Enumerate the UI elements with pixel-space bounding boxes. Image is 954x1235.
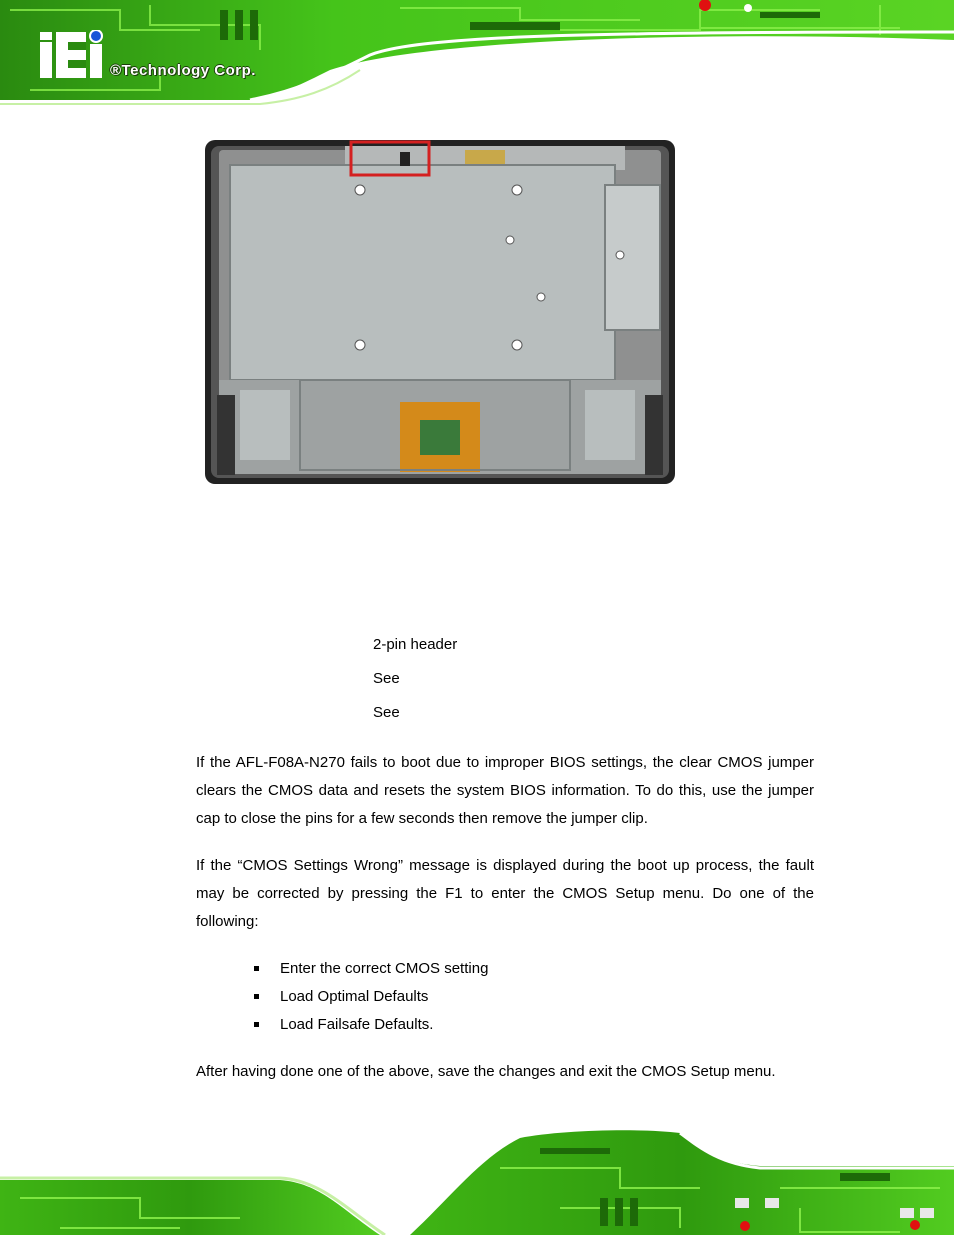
product-rear-photo — [205, 140, 675, 484]
circuit-board-header-graphic — [0, 0, 954, 112]
cmos-options-list — [252, 955, 488, 1039]
panel-pc-rear-image — [205, 140, 675, 484]
company-name: ®Technology Corp. — [110, 62, 256, 79]
circuit-board-footer-graphic — [0, 1128, 954, 1235]
closing-instruction: After having done one of the above, save the changes and exit the CMOS Setup menu. — [196, 1063, 776, 1080]
list-item: Load Failsafe Defaults. — [252, 1011, 488, 1039]
jumper-location-ref: See — [373, 704, 400, 721]
header-banner — [0, 0, 954, 112]
cmos-settings-wrong-description: If the “CMOS Settings Wrong” message is displayed during the boot up process, the fault may be corrected by pressing the F1 to enter the CMOS Setup menu. Do one of the following: — [196, 857, 814, 930]
jumper-setting-ref-1: See — [373, 670, 400, 687]
bullet-icon — [254, 1022, 259, 1027]
list-item: Enter the correct CMOS setting — [252, 955, 488, 983]
iei-logo-icon — [38, 30, 110, 78]
bullet-icon — [254, 994, 259, 999]
jumper-type-value: 2-pin header — [373, 636, 458, 653]
bullet-icon — [254, 966, 259, 971]
clear-cmos-description: If the AFL-F08A-N270 fails to boot due to improper BIOS settings, the clear CMOS jumper clears the CMOS data and resets the system BIOS information. To do this, use the jumper cap to close the pins for a few seconds then remove the jumper clip. — [196, 754, 814, 827]
list-item: Load Optimal Defaults — [252, 983, 488, 1011]
footer-banner — [0, 1128, 954, 1235]
